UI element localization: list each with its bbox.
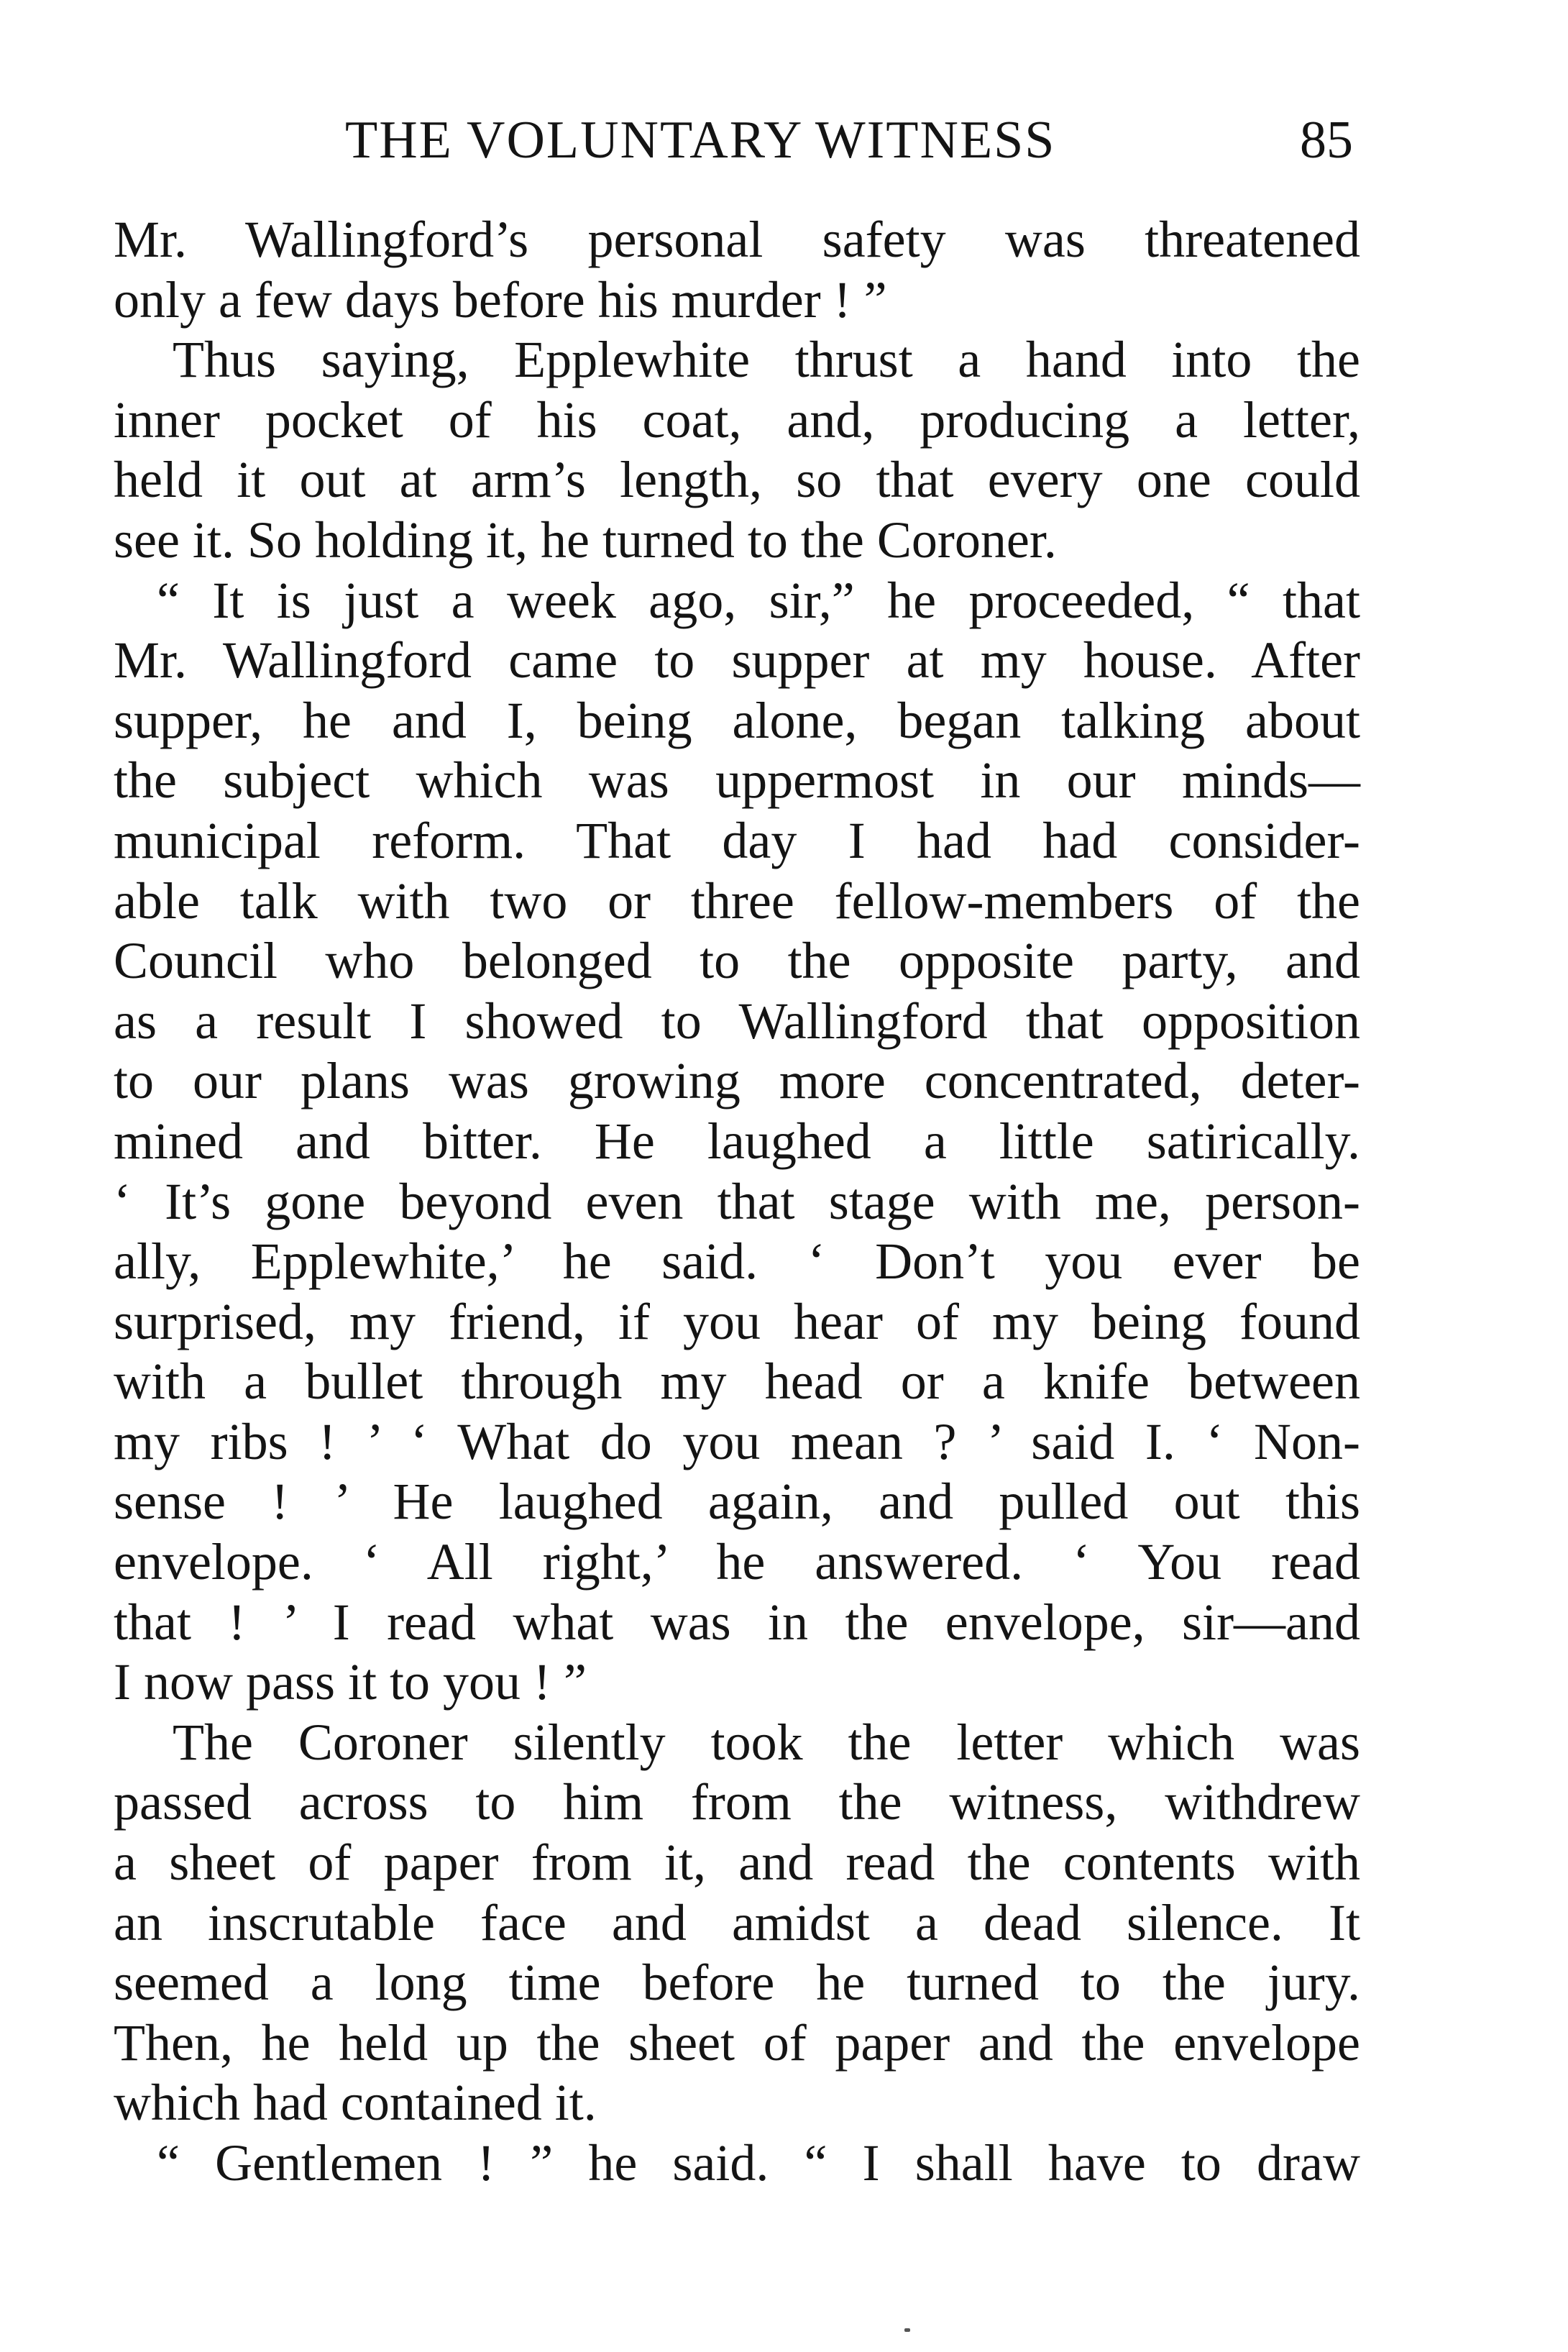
text-line: only a few days before his murder ! ”	[114, 270, 887, 329]
text-line: mined and bitter. He laughed a little satirically.	[114, 1112, 1360, 1170]
text-line: Thus saying, Epplewhite thrust a hand into the	[173, 331, 1360, 389]
text-line: ally, Epplewhite,’ he said. ‘ Don’t you ever be	[114, 1232, 1360, 1291]
text-line: with a bullet through my head or a knife between	[114, 1353, 1360, 1411]
text-line: The Coroner silently took the letter which was	[173, 1713, 1360, 1771]
text-line: which had contained it.	[114, 2074, 597, 2132]
page-number: 85	[1300, 111, 1353, 170]
text-line: supper, he and I, being alone, began talking about	[114, 691, 1360, 749]
text-line: held it out at arm’s length, so that every one could	[114, 451, 1360, 509]
text-line: Mr. Wallingford’s personal safety was threatened	[114, 211, 1360, 268]
text-line: envelope. ‘ All right,’ he answered. ‘ You read	[114, 1533, 1360, 1591]
text-line: seemed a long time before he turned to the jury.	[114, 1954, 1360, 2012]
text-line: as a result I showed to Wallingford that opposition	[114, 992, 1360, 1050]
text-line: an inscrutable face and amidst a dead silence. It	[114, 1893, 1360, 1951]
text-line: sense ! ’ He laughed again, and pulled out this	[114, 1473, 1360, 1531]
text-line: inner pocket of his coat, and, producing a letter,	[114, 390, 1360, 449]
text-line: a sheet of paper from it, and read the contents with	[114, 1834, 1360, 1892]
body-text	[114, 210, 1360, 2194]
text-line: able talk with two or three fellow-members of the	[114, 871, 1360, 930]
text-line: Council who belonged to the opposite party, and	[114, 932, 1360, 990]
running-head-title: THE VOLUNTARY WITNESS	[345, 111, 1056, 170]
text-line: to our plans was growing more concentrated, deter-	[114, 1052, 1360, 1110]
text-line: passed across to him from the witness, withdrew	[114, 1773, 1360, 1831]
text-line: “ Gentlemen ! ” he said. “ I shall have to draw	[157, 2134, 1360, 2192]
text-line: the subject which was uppermost in our minds—	[114, 751, 1360, 810]
text-line: surprised, my friend, if you hear of my being found	[114, 1292, 1360, 1350]
text-line: I now pass it to you ! ”	[114, 1653, 587, 1711]
text-line: that ! ’ I read what was in the envelope, sir—and	[114, 1593, 1360, 1651]
text-line: “ It is just a week ago, sir,” he proceeded, “ that	[157, 571, 1360, 629]
text-line: see it. So holding it, he turned to the Coroner.	[114, 511, 1057, 569]
text-line: Then, he held up the sheet of paper and the envelope	[114, 2013, 1360, 2072]
text-line: my ribs ! ’ ‘ What do you mean ? ’ said I. ‘ Non-	[114, 1412, 1360, 1470]
text-line: municipal reform. That day I had had consider-	[114, 811, 1360, 869]
text-line: Mr. Wallingford came to supper at my house. After	[114, 631, 1360, 690]
print-speck	[904, 2328, 910, 2332]
text-line: ‘ It’s gone beyond even that stage with me, person-	[114, 1172, 1360, 1230]
